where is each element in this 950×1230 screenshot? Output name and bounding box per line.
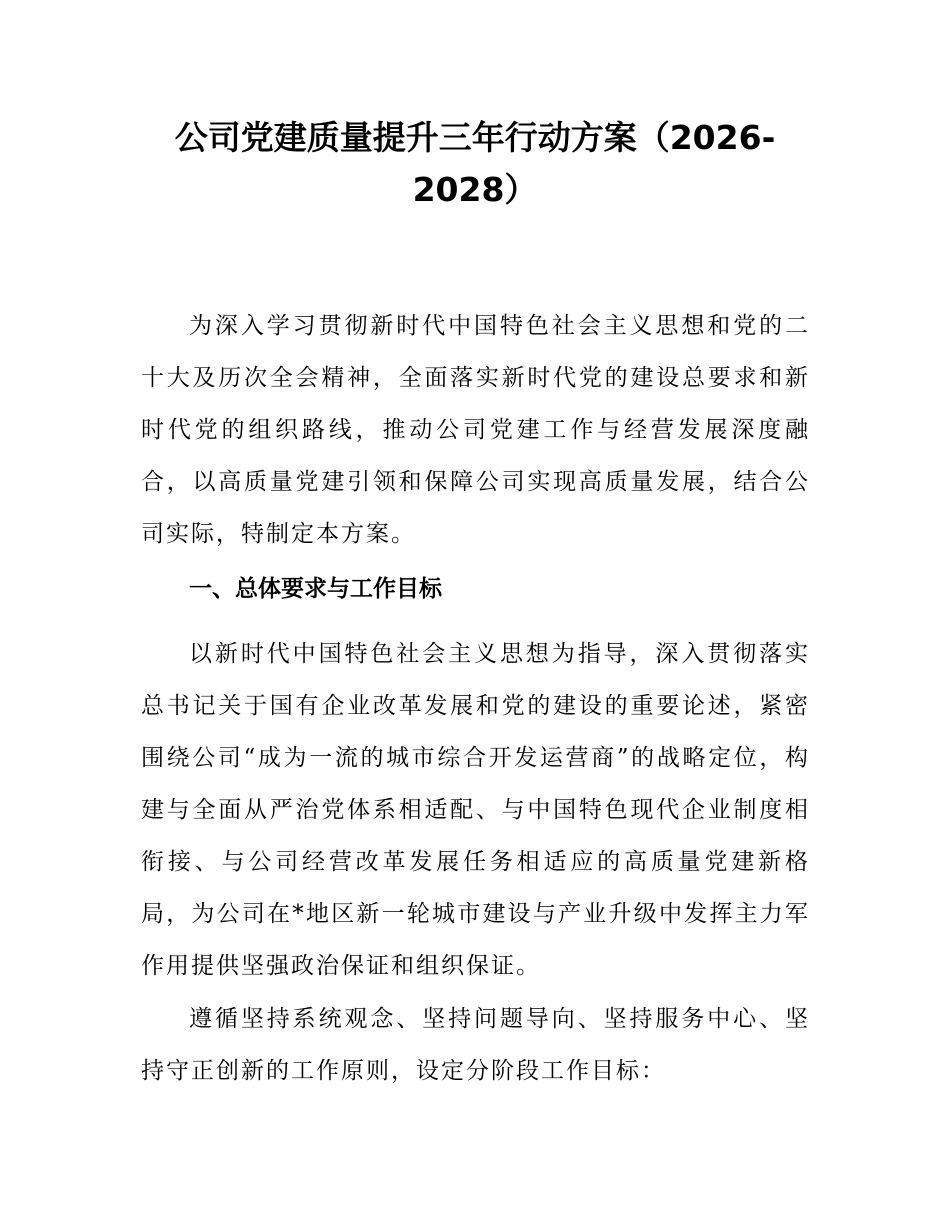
guideline-paragraph: 以新时代中国特色社会主义思想为指导，深入贯彻落实总书记关于国有企业改革发展和党的建设的重要论述，紧密围绕公司“成为一流的城市综合开发运营商”的战略定位，构建与全面从严治党体系相适配、与中国特色现代企业制度相衔接、与公司经营改革发展任务相适应的高质量党建新格局，为公司在*地区新一轮城市建设与产业升级中发挥主力军作用提供坚强政治保证和组织保证。 [141, 641, 810, 979]
document-title: 公司党建质量提升三年行动方案（2026-2028） [174, 118, 776, 209]
principles-paragraph: 遵循坚持系统观念、坚持问题导向、坚持服务中心、坚持守正创新的工作原则，设定分阶段工作目标： [141, 1006, 810, 1084]
intro-paragraph: 为深入学习贯彻新时代中国特色社会主义思想和党的二十大及历次全会精神，全面落实新时代党的建设总要求和新时代党的组织路线，推动公司党建工作与经营发展深度融合，以高质量党建引领和保障公司实现高质量发展，结合公司实际，特制定本方案。 [141, 313, 810, 547]
section-heading: 一、总体要求与工作目标 [189, 576, 442, 602]
